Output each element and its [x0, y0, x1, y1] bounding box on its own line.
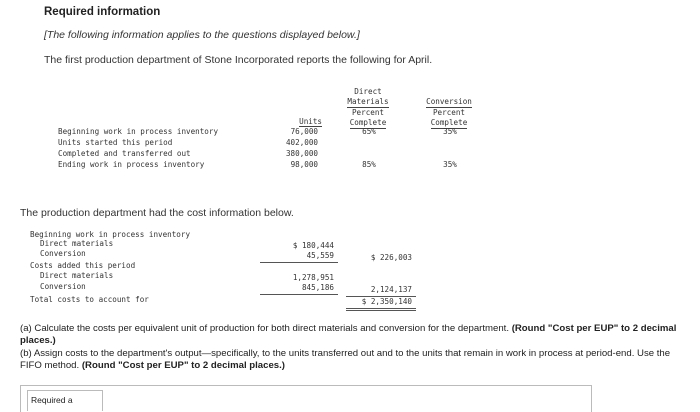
units-row-value: 380,000: [285, 149, 318, 158]
question-b-text: (b) Assign costs to the department's output—specifically, to the units transferred out and to the units that remain in work in process at period-end. Use the FIFO method.: [20, 348, 671, 371]
cost-row-value: 45,559: [306, 251, 334, 260]
cost-row-label: Beginning work in process inventory: [30, 230, 191, 239]
dm-column-header: [340, 87, 396, 129]
units-row-value: 402,000: [285, 138, 318, 147]
required-a-label: Required a: [31, 395, 73, 405]
conv-column-header: [418, 97, 480, 129]
question-a: [20, 323, 690, 347]
question-a-text: (a) Calculate the costs per equivalent unit of production for both direct materials and conversion for the department.: [20, 323, 510, 334]
cost-row-value: $ 180,444: [292, 241, 334, 250]
question-b: [20, 348, 690, 372]
units-row-conv: 35%: [443, 160, 457, 169]
cost-row-label: Total costs to account for: [30, 295, 149, 304]
dm-header-line: Complete: [349, 118, 387, 127]
double-rule: [346, 308, 416, 309]
question-b-rounding: (Round "Cost per EUP" to 2 decimal places.): [81, 360, 286, 371]
units-row-label: Completed and transferred out: [58, 149, 191, 158]
cost-subtotal: 2,124,137: [370, 285, 412, 294]
units-row-conv: 35%: [443, 127, 457, 136]
page-title: Required information: [44, 6, 161, 18]
units-row-label: Units started this period: [58, 138, 173, 147]
required-a-tab[interactable]: [27, 390, 103, 411]
cost-total: $ 2,350,140: [361, 297, 412, 306]
units-row-dm: 85%: [362, 160, 376, 169]
cost-row-label: Direct materials: [40, 239, 114, 248]
cost-row-label: Conversion: [40, 249, 86, 258]
conv-header-line: Percent: [432, 108, 465, 117]
cost-row-label: Conversion: [40, 282, 86, 291]
intro-text: The first production department of Stone Incorporated reports the following for April.: [44, 54, 433, 66]
units-column-header: [286, 118, 322, 126]
units-row-dm: 65%: [362, 127, 376, 136]
double-rule: [346, 310, 416, 311]
units-row-value: 98,000: [290, 160, 318, 169]
question-a-rounding: (Round "Cost per EUP" to 2 decimal places.): [20, 323, 677, 346]
cost-row-value: 845,186: [301, 283, 334, 292]
units-row-label: Ending work in process inventory: [58, 160, 205, 169]
cost-row-value: 1,278,951: [292, 273, 334, 282]
cost-intro: The production department had the cost information below.: [20, 207, 294, 219]
dm-header-line: Materials: [347, 97, 389, 106]
units-row-label: Beginning work in process inventory: [58, 127, 219, 136]
required-panel: [20, 385, 592, 412]
subtotal-rule: [260, 262, 338, 263]
conv-header-line: Conversion: [426, 97, 472, 106]
cost-row-label: Costs added this period: [30, 261, 136, 270]
cost-subtotal: $ 226,003: [370, 253, 412, 262]
conv-header-line: Complete: [430, 118, 468, 127]
dm-header-line: Direct: [354, 87, 382, 96]
subtotal-rule: [260, 294, 338, 295]
instruction-note: [The following information applies to the questions displayed below.]: [44, 29, 360, 41]
cost-row-label: Direct materials: [40, 271, 114, 280]
units-header-label: Units: [299, 117, 322, 126]
units-row-value: 76,000: [290, 127, 318, 136]
dm-header-line: Percent: [351, 108, 384, 117]
